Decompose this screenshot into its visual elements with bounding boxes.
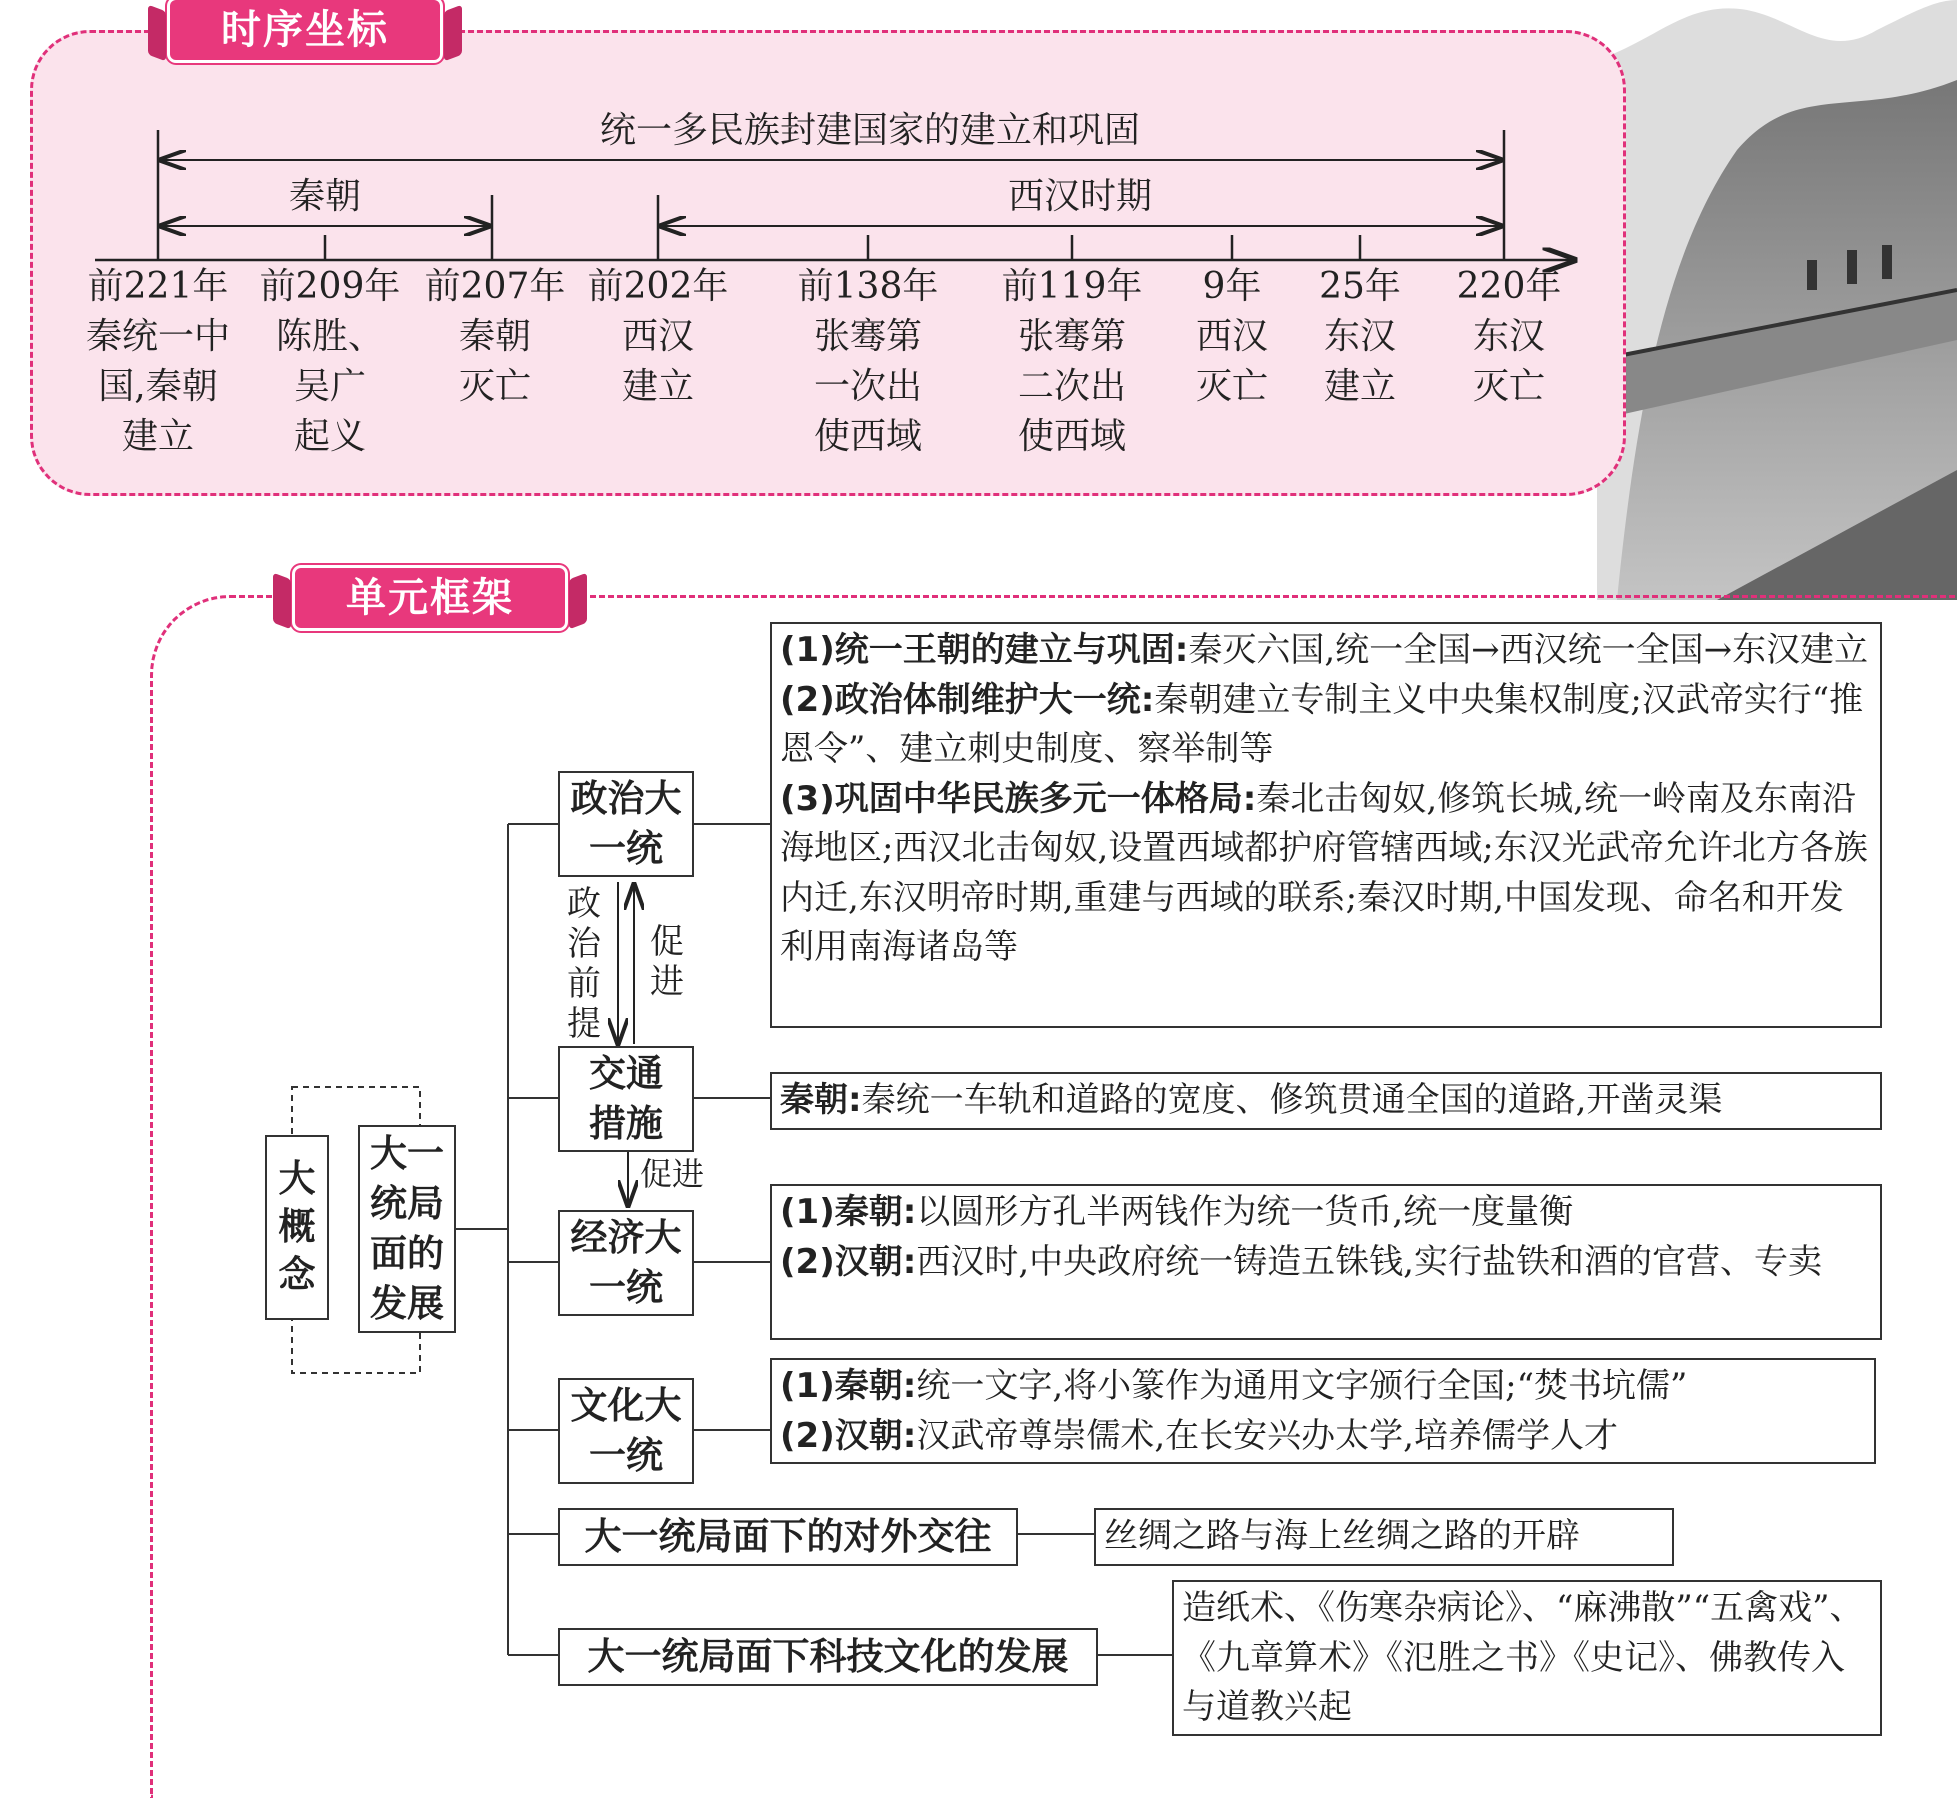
transport-detail: 秦朝:秦统一车轨和道路的宽度、修筑贯通全国的道路,开凿灵渠: [770, 1072, 1882, 1130]
event-year: 9年: [1202, 266, 1262, 307]
event-year: 前202年: [587, 266, 729, 307]
foreign-exchange-node: 大一统局面下的对外交往: [558, 1508, 1018, 1566]
politics-detail: (1)统一王朝的建立与巩固:秦灭六国,统一全国→西汉统一全国→东汉建立 (2)政治体制维护大一统:秦朝建立专制主义中央集权制度;汉武帝实行“推恩令”、建立刺史制度、察举制等 (3)巩固中华民族多元一体格局:秦北击匈奴,修筑长城,统一岭南及东南沿海地区;西汉北击匈奴,设置西域都护府管辖西域;东汉光武帝允许北方各族内迁,东汉明帝时期,重建与西域的联系;秦汉时期,中国发现、命名和开发利用南海诸岛等: [770, 622, 1882, 1028]
relation-promote: 促进: [640, 1155, 705, 1193]
event-year: 前209年: [259, 266, 401, 307]
economy-node: 经济大一统: [558, 1210, 694, 1316]
politics-node: 政治大一统: [558, 771, 694, 877]
culture-detail: (1)秦朝:统一文字,将小篆作为通用文字颁行全国;“焚书坑儒” (2)汉朝:汉武帝尊崇儒术,在长安兴办太学,培养儒学人才: [770, 1358, 1876, 1464]
relation-promote: 促进: [650, 922, 684, 1002]
core-concept-box: 大一统局面的发展: [358, 1125, 456, 1333]
foreign-detail: 丝绸之路与海上丝绸之路的开辟: [1094, 1508, 1674, 1566]
event-year: 前221年: [87, 266, 229, 307]
timeline-banner: 时序坐标: [170, 0, 440, 60]
framework-banner: 单元框架: [295, 568, 565, 628]
event-year: 220年: [1456, 266, 1562, 307]
event-text: 秦统一中 国,秦朝 建立: [85, 316, 230, 457]
event-year: 前138年: [797, 266, 939, 307]
event-text: 东汉 灭亡: [1472, 316, 1545, 407]
span-label-overall: 统一多民族封建国家的建立和巩固: [599, 110, 1140, 151]
span-label-western-han: 西汉时期: [1007, 176, 1152, 217]
great-wall-illustration: [1597, 0, 1957, 600]
event-text: 张骞第 二次出 使西域: [1017, 316, 1126, 457]
economy-detail: (1)秦朝:以圆形方孔半两钱作为统一货币,统一度量衡 (2)汉朝:西汉时,中央政府统一铸造五铢钱,实行盐铁和酒的官营、专卖: [770, 1184, 1882, 1340]
culture-node: 文化大一统: [558, 1378, 694, 1484]
event-text: 张骞第 一次出 使西域: [813, 316, 922, 457]
event-text: 陈胜、 吴广 起义: [275, 316, 384, 457]
science-culture-node: 大一统局面下科技文化的发展: [558, 1628, 1098, 1686]
science-detail: 造纸术、《伤寒杂病论》、“麻沸散”“五禽戏”、《九章算术》《氾胜之书》《史记》、佛教传入与道教兴起: [1172, 1580, 1882, 1736]
event-text: 西汉 灭亡: [1195, 316, 1268, 407]
event-text: 秦朝 灭亡: [458, 316, 531, 407]
event-text: 西汉 建立: [621, 316, 694, 407]
event-year: 25年: [1319, 266, 1401, 307]
span-label-qin: 秦朝: [288, 176, 361, 217]
relation-premise: 政治前提: [567, 884, 601, 1044]
big-concept-label: 大概念: [265, 1135, 329, 1320]
event-text: 东汉 建立: [1323, 316, 1396, 407]
event-year: 前119年: [1001, 266, 1143, 307]
event-year: 前207年: [424, 266, 566, 307]
transport-node: 交通措施: [558, 1046, 694, 1152]
